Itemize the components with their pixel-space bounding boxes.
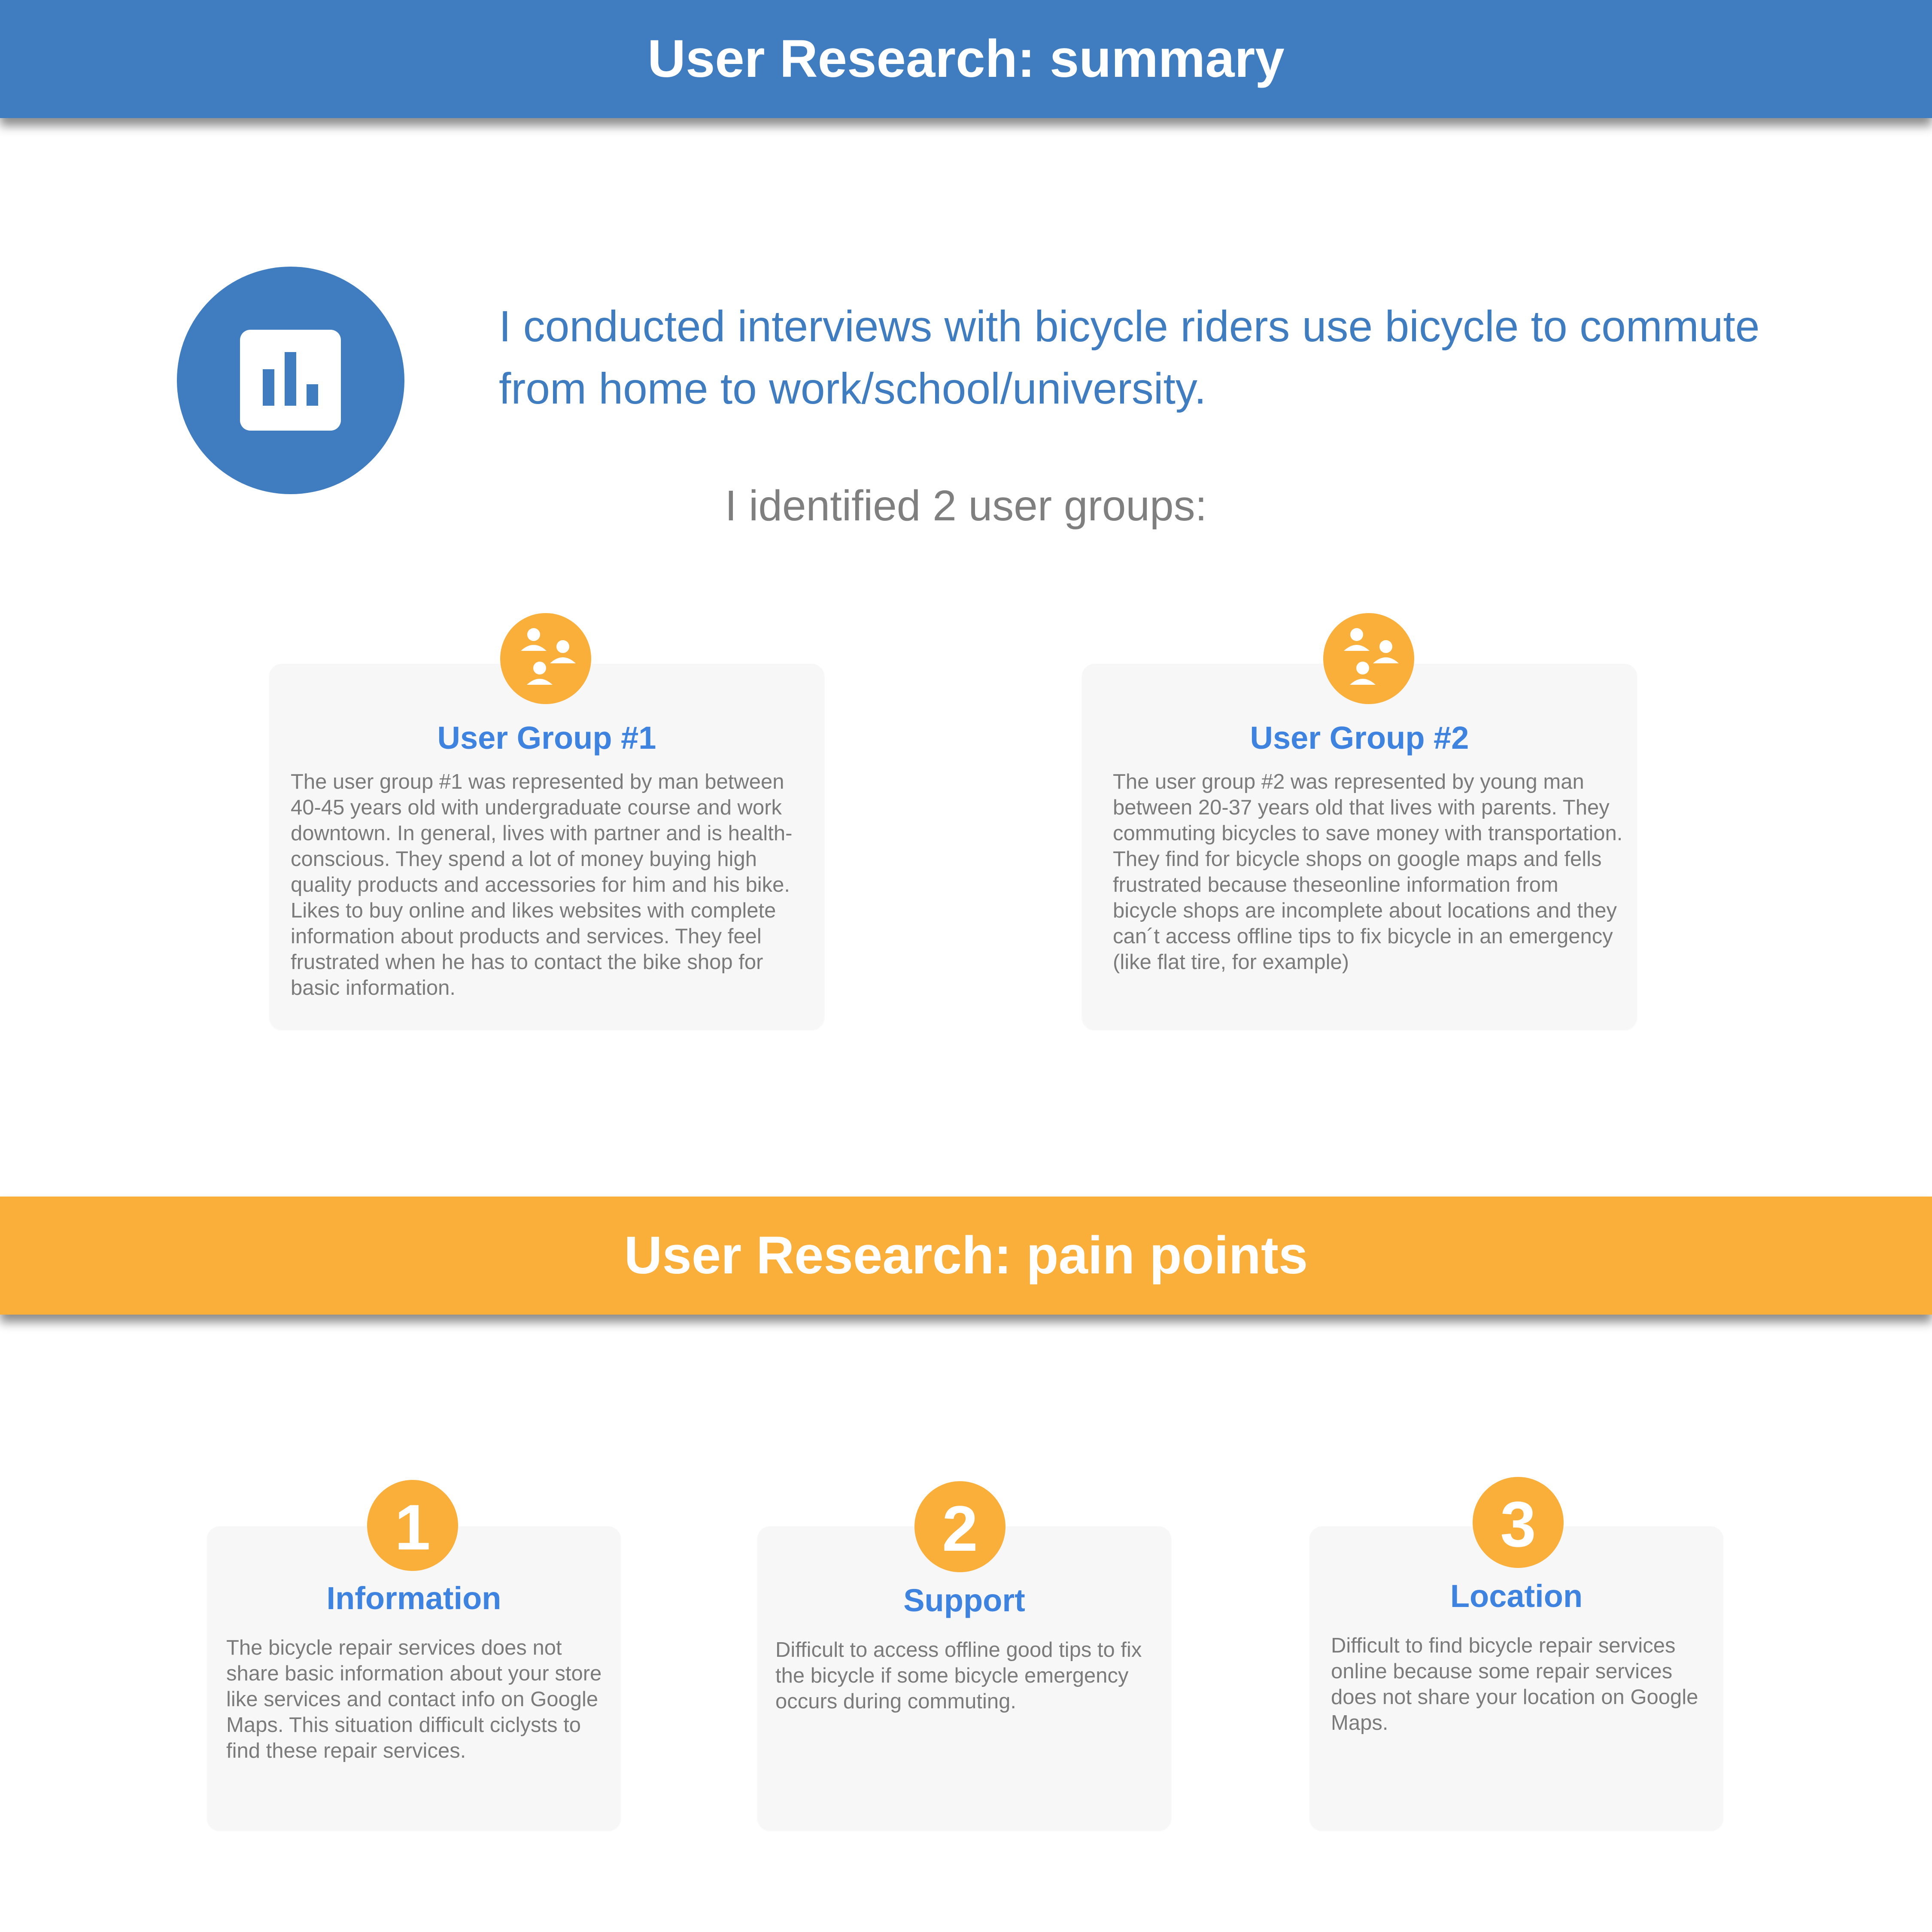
user-group-card-1: [269, 664, 824, 1030]
user-group-card-2: [1082, 664, 1637, 1030]
pain-point-title: Information: [326, 1580, 501, 1616]
number-badge-2: [914, 1481, 1005, 1572]
bar-chart-icon-frame: [240, 330, 341, 431]
user-group-description: The user group #1 was represented by man between 40-45 years old with undergraduate course and work downtown. In general, lives with partner and is health-conscious. They spend a lot of money buying high quality products and accessories for him and his bike. Likes to buy online and likes websites with complete information about products and services. They feel frustrated when he has to contact the bike shop for basic information.: [291, 770, 793, 999]
pain-points-title: User Research: pain points: [624, 1226, 1308, 1285]
summary-banner: [0, 0, 1932, 118]
bar-chart-icon-bar: [285, 352, 296, 406]
user-group-description: The user group #2 was represented by young man between 20-37 years old that lives with parents. They commuting bicycles to save money with transportation. They find for bicycle shops on google maps and fells frustrated because theseonline information from bicycle shops are incomplete about locations and they can´t access offline tips to fix bicycle in an emergency (like flat tire, for example): [1113, 770, 1623, 974]
pain-points-banner: [0, 1197, 1932, 1315]
bar-chart-icon-bar: [307, 384, 318, 406]
pain-point-card-1: [207, 1526, 621, 1830]
number-badge-1: [367, 1480, 458, 1571]
user-group-icon: [1323, 613, 1414, 704]
number-badge-label: 1: [395, 1491, 431, 1563]
pain-point-title: Location: [1450, 1578, 1583, 1614]
user-group-icon: [500, 613, 591, 704]
groups-heading: I identified 2 user groups:: [725, 482, 1207, 530]
pain-point-description: The bicycle repair services does not share basic information about your store like services and contact info on Google Maps. This situation difficult ciclysts to find these repair services.: [226, 1636, 602, 1762]
user-group-title: User Group #2: [1250, 720, 1469, 756]
bar-chart-icon: [177, 267, 404, 494]
intro-text: I conducted interviews with bicycle riders use bicycle to commute from home to work/school/university.: [499, 302, 1760, 413]
pain-point-card-3: [1309, 1526, 1723, 1830]
pain-point-title: Support: [903, 1583, 1025, 1618]
user-group-title: User Group #1: [437, 720, 656, 756]
number-badge-label: 3: [1500, 1488, 1536, 1560]
number-badge-label: 2: [942, 1492, 978, 1564]
pain-point-description: Difficult to access offline good tips to fix the bicycle if some bicycle emergency occurs during commuting.: [775, 1638, 1142, 1713]
pain-point-description: Difficult to find bicycle repair services online because some repair services does not share your location on Google Maps.: [1331, 1634, 1698, 1735]
number-badge-3: [1473, 1477, 1564, 1568]
bar-chart-icon-bar: [263, 369, 274, 406]
summary-title: User Research: summary: [647, 30, 1285, 88]
